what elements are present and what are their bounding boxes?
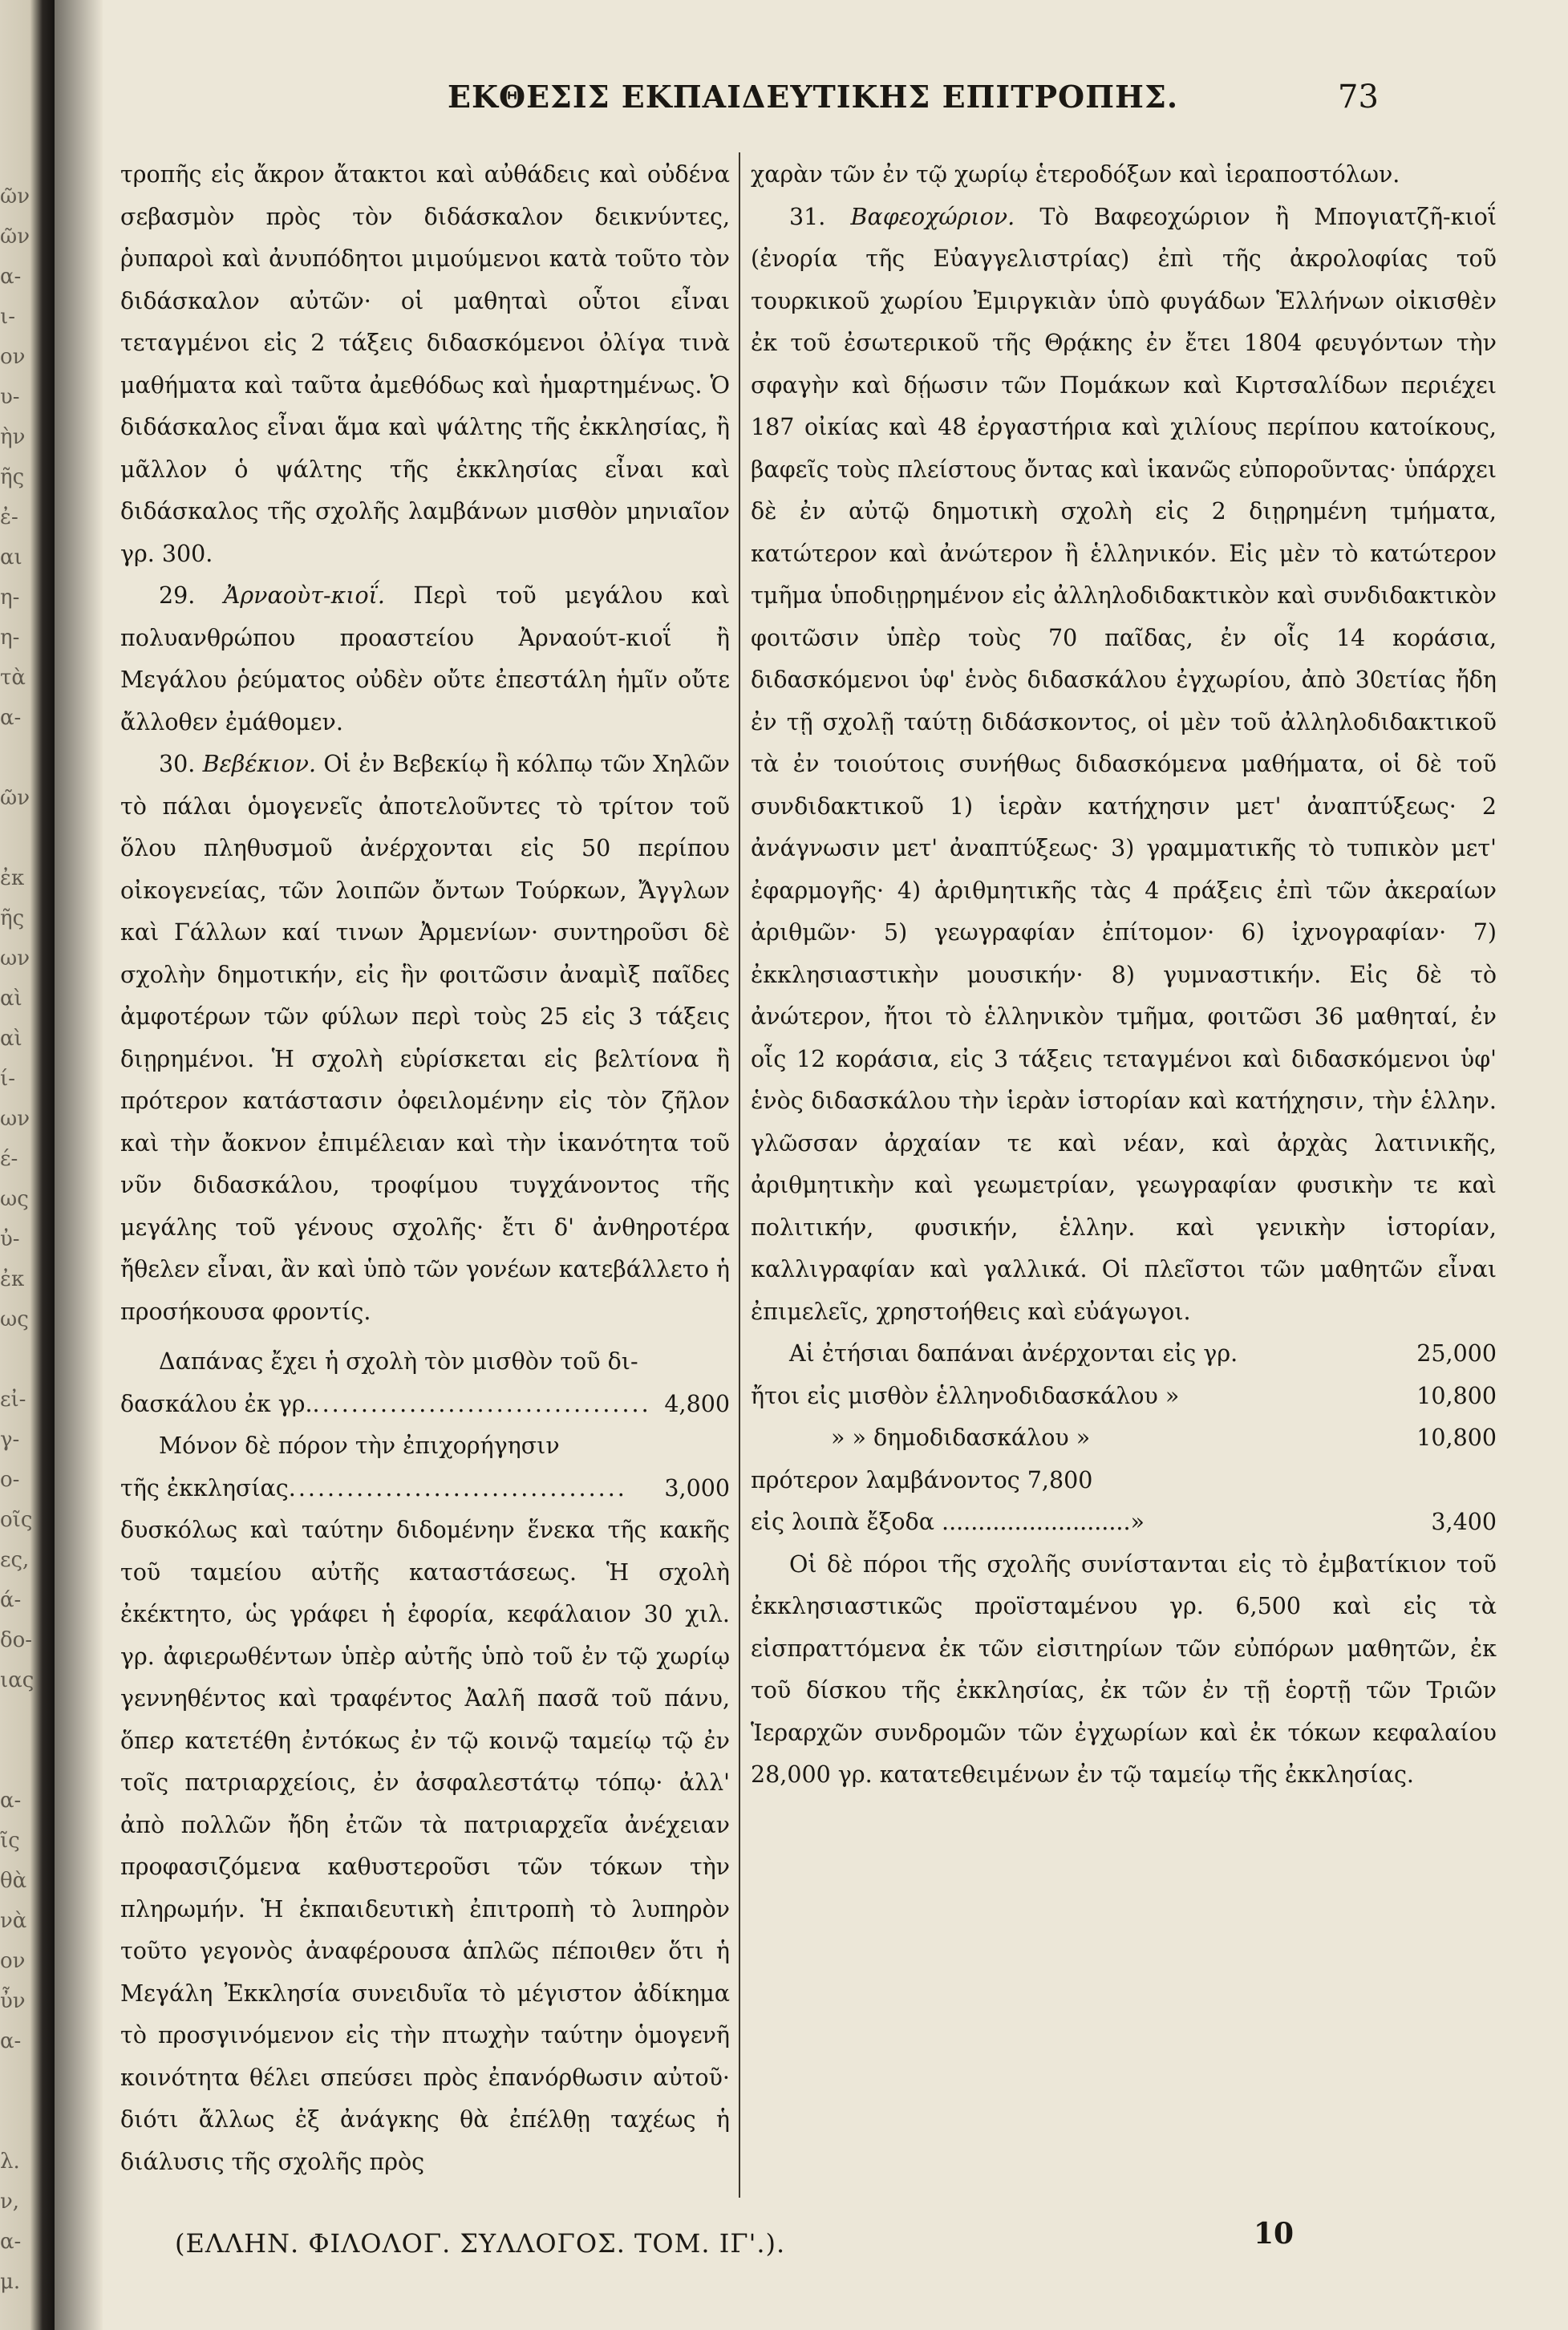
expense-line-label: Δαπάνας ἔχει ἡ σχολὴ τὸν μισθὸν τοῦ δι-: [159, 1348, 638, 1375]
running-header: ΕΚΘΕΣΙΣ ΕΚΠΑΙΔΕΥΤΙΚΗΣ ΕΠΙΤΡΟΠΗΣ.: [448, 79, 1179, 115]
income-label: τῆς ἐκκλησίας: [120, 1474, 289, 1501]
paragraph: δυσκόλως καὶ ταύτην διδομένην ἕνεκα τῆς κακῆς τοῦ ταμείου αὐτῆς καταστάσεως. Ἡ σχολὴ ἐκέκτητο, ὡς γράφει ἡ ἐφορία, κεφάλαιον 30 χιλ. γρ. ἀφιερωθέντων ὑπὲρ αὐτῆς ὑπὸ τοῦ ἐν τῷ χωρίῳ γεννηθέντος καὶ τραφέντος Ἀαλῆ πασᾶ τοῦ πάνυ, ὅπερ κατετέθη ἐντόκως ἐν τῷ κοινῷ ταμείῳ τῷ ἐν τοῖς πατριαρχείοις, ἐν ἀσφαλεστάτῳ τόπῳ· ἀλλ' ἀπὸ πολλῶν ἤδη ἐτῶν τὰ πατριαρχεῖα ἀνέχειαν προφασιζόμενα καθυστεροῦσι τῶν τόκων τὴν πληρωμήν. Ἡ ἐκπαιδευτικὴ ἐπιτροπὴ τὸ λυπηρὸν τοῦτο γεγονὸς ἀναφέρουσα ἁπλῶς πέποιθεν ὅτι ἡ Μεγάλη Ἐκκλησία συνειδυῖα τὸ μέγιστον ἀδίκημα τὸ προσγινόμενον εἰς τὴν πτωχὴν ταύτην ὁμογενῆ κοινότητα θέλει σπεύσει πρὸς ἐπανόρθωσιν αὐτοῦ· διότι ἄλλως ἐξ ἀνάγκης θὰ ἐπέλθῃ ταχέως ἡ διάλυσις τῆς σχολῆς πρὸς: [120, 1517, 730, 2175]
column-divider: [739, 152, 740, 2198]
section-number: 29.: [159, 582, 196, 609]
spine-shadow: [55, 0, 103, 2330]
expense-label: εἰς λοιπὰ ἔξοδα ..........................»: [751, 1509, 1145, 1535]
expense-label: ἤτοι εἰς μισθὸν ἑλληνοδιδασκάλου »: [751, 1382, 1180, 1409]
signature-mark: 10: [1254, 2217, 1295, 2251]
expense-row: [751, 1460, 1497, 1502]
paragraph: Οἱ δὲ πόροι τῆς σχολῆς συνίστανται εἰς τὸ ἐμβατίκιον τοῦ ἐκκλησιαστικῶς προϊσταμένου γρ. 6,500 καὶ εἰς τὰ εἰσπραττόμενα ἐκ τῶν εἰσιτηρίων τῶν εὐπόρων μαθητῶν, ἐκ τοῦ δίσκου τῆς ἐκκλησίας, ἐκ τῶν ἐν τῇ ἑορτῇ τῶν Τριῶν Ἱεραρχῶν συνδρομῶν τῶν ἐγχωρίων καὶ ἐκ τόκων κεφαλαίου 28,000 γρ. κατατεθειμένων ἐν τῷ ταμείῳ τῆς ἐκκλησίας.: [751, 1550, 1497, 1788]
section-title: Βαφεοχώριον.: [850, 203, 1015, 230]
section-title: Ἀρναοὺτ-κιοΐ.: [223, 582, 385, 609]
expense-amount: 25,000: [1416, 1340, 1497, 1367]
expense-label: δασκάλου ἐκ γρ.: [120, 1390, 313, 1417]
leader-dots: ...................................: [288, 1474, 627, 1501]
expense-row: [751, 1501, 1497, 1544]
expense-label: Αἱ ἐτήσιαι δαπάναι ἀνέρχονται εἰς γρ.: [789, 1340, 1238, 1367]
income-line: [120, 1468, 730, 1510]
facing-page-bleed: ῶν ῶν α- ι- ον υ- ὴν ῆς ἐ- αι η- η- τὰ α- ῶν ἐκ ῆς ων αὶ αὶ ί- ων έ- ως ὐ- ἐκ ως εἰ- γ- ο- οῖς ες, ά- δο- ιας α- ῖς θὰ νὰ ον ὖν α- λ. ν, α- μ.: [0, 184, 34, 2294]
section-text: Οἱ ἐν Βεβεκίῳ ἢ κόλπῳ τῶν Χηλῶν τὸ πάλαι ὁμογενεῖς ἀποτελοῦντες τὸ τρίτον τοῦ ὅλου πληθυσμοῦ ἀνέρχονται εἰς 50 περίπου οἰκογενείας, τῶν λοιπῶν ὄντων Τούρκων, Ἄγγλων καὶ Γάλλων καί τινων Ἀρμενίων· συντηροῦσι δὲ σχολὴν δημοτικήν, εἰς ἣν φοιτῶσιν ἀναμὶξ παῖδες ἀμφοτέρων τῶν φύλων περὶ τοὺς 25 εἰς 3 τάξεις διῃρημένοι. Ἡ σχολὴ εὑρίσκεται εἰς βελτίονα ἢ πρότερον κατάστασιν ὀφειλομένην εἰς τὸν ζῆλον καὶ τὴν ἄοκνον ἐπιμέλειαν καὶ τὴν ἱκανότητα τοῦ νῦν διδασκάλου, τροφίμου τυγχάνοντος τῆς μεγάλης τοῦ γένους σχολῆς· ἔτι δ' ἀνθηροτέρα ἤθελεν εἶναι, ἂν καὶ ὑπὸ τῶν γονέων κατεβάλλετο ἡ προσήκουσα φροντίς.: [120, 751, 730, 1325]
income-line-label: Μόνον δὲ πόρον τὴν ἐπιχορήγησιν: [159, 1432, 560, 1459]
expense-amount: 10,800: [1416, 1382, 1497, 1409]
section-29: [120, 575, 730, 744]
paragraph: χαρὰν τῶν ἐν τῷ χωρίῳ ἑτεροδόξων καὶ ἱεραποστόλων.: [751, 161, 1400, 188]
expense-amount: 10,800: [1416, 1424, 1497, 1451]
expense-row: [751, 1376, 1497, 1418]
expense-line: [120, 1384, 730, 1426]
footer-note: (ΕΛΛΗΝ. ΦΙΛΟΛΟΓ. ΣΥΛΛΟΓΟΣ. ΤΟΜ. ΙΓ'.).: [175, 2228, 786, 2259]
paragraph: τροπῆς εἰς ἄκρον ἄτακτοι καὶ αὐθάδεις καὶ οὐδένα σεβασμὸν πρὸς τὸν διδάσκαλον δεικνύντες, ῥυπαροὶ καὶ ἀνυπόδητοι μιμούμενοι κατὰ τοῦτο τὸν διδάσκαλον αὐτῶν· οἱ μαθηταὶ οὗτοι εἶναι τεταγμένοι εἰς 2 τάξεις διδασκόμενοι ὀλίγα τινὰ μαθήματα καὶ ταῦτα ἀμεθόδως καὶ ἡμαρτημένως. Ὁ διδάσκαλος εἶναι ἅμα καὶ ψάλτης τῆς ἐκκλησίας, ἢ μᾶλλον ὁ ψάλτης τῆς ἐκκλησίας εἶναι καὶ διδάσκαλος τῆς σχολῆς λαμβάνων μισθὸν μηνιαῖον γρ. 300.: [120, 161, 730, 567]
section-number: 31.: [789, 203, 826, 230]
section-title: Βεβέκιον.: [202, 751, 317, 777]
section-text: Περὶ τοῦ μεγάλου καὶ πολυανθρώπου προαστείου Ἀρναούτ-κιοΐ ἢ Μεγάλου ῥεύματος οὐδὲν οὔτε ἐπεστάλη ἡμῖν οὔτε ἄλλοθεν ἐμάθομεν.: [120, 582, 731, 735]
income-amount: 3,000: [664, 1474, 730, 1501]
section-30: [120, 744, 730, 1333]
section-number: 30.: [159, 751, 196, 777]
expense-amount: 4,800: [664, 1390, 730, 1417]
page-number: 73: [1338, 79, 1379, 115]
section-text: Τὸ Βαφεοχώριον ἢ Μπογιατζῆ-κιοΐ (ἐνορία τῆς Εὐαγγελιστρίας) ἐπὶ τῆς ἀκρολοφίας τοῦ τουρκικοῦ χωρίου Ἐμιργκιὰν ὑπὸ φυγάδων Ἑλλήνων οἰκισθὲν ἐκ τοῦ ἐσωτερικοῦ τῆς Θρᾴκης ἐν ἔτει 1804 φευγόντων τὴν σφαγὴν καὶ δῄωσιν τῶν Πομάκων καὶ Κιρτσαλίδων περιέχει 187 οἰκίας καὶ 48 ἐργαστήρια καὶ χιλίους περίπου κατοίκους, βαφεῖς τοὺς πλείστους ὄντας καὶ ἱκανῶς εὐποροῦντας· ὑπάρχει δὲ ἐν αὐτῷ δημοτικὴ σχολὴ εἰς 2 διῃρημένη τμήματα, κατώτερον καὶ ἀνώτερον ἢ ἑλληνικόν. Εἰς μὲν τὸ κατώτερον τμῆμα ὑποδιῃρημένον εἰς ἀλληλοδιδακτικὸν καὶ συνδιδακτικὸν φοιτῶσιν ὑπὲρ τοὺς 70 παῖδας, ἐν οἷς 14 κοράσια, διδασκόμενοι ὑφ' ἑνὸς διδασκάλου ἐγχωρίου, ἀπὸ 30ετίας ἤδη ἐν τῇ σχολῇ ταύτῃ διδάσκοντος, οἱ μὲν τοῦ ἀλληλοδιδακτικοῦ τὰ ἐν τοιούτοις συνήθως διδασκόμενα μαθήματα, οἱ δὲ τοῦ συνδιδακτικοῦ 1) ἱερὰν κατήχησιν μετ' ἀναπτύξεως· 2 ἀνάγνωσιν μετ' ἀναπτύξεως· 3) γραμματικῆς τὸ τυπικὸν μετ' ἐφαρμογῆς· 4) ἀριθμητικῆς τὰς 4 πράξεις ἐπὶ τῶν ἀκεραίων ἀριθμῶν· 5) γεωγραφίαν ἐπίτομον· 6) ἰχνογραφίαν· 7) ἐκκλησιαστικὴν μουσικήν· 8) γυμναστικήν. Εἰς δὲ τὸ ἀνώτερον, ἤτοι τὸ ἑλληνικὸν τμῆμα, φοιτῶσι 36 μαθηταί, ἐν οἷς 12 κοράσια, εἰς 3 τάξεις τεταγμένοι καὶ διδασκόμενοι ὑφ' ἑνὸς διδασκάλου τὴν ἱερὰν ἱστορίαν καὶ κατήχησιν, τὴν ἑλλην. γλῶσσαν ἀρχαίαν τε καὶ νέαν, καὶ ἀρχὰς λατινικῆς, ἀριθμητικὴν καὶ γεωμετρίαν, γεωγραφίαν φυσικὴν τε καὶ πολιτικήν, φυσικήν, ἑλλην. καὶ γενικὴν ἱστορίαν, καλλιγραφίαν καὶ γαλλικά. Οἱ πλεῖστοι τῶν μαθητῶν εἶναι ἐπιμελεῖς, χρηστοήθεις καὶ εὐάγωγοι.: [751, 203, 1497, 1325]
expense-label: » » δημοδιδασκάλου »: [831, 1424, 1091, 1451]
right-column: [751, 154, 1497, 1797]
expense-row: [751, 1417, 1497, 1460]
section-31: [751, 197, 1497, 1334]
document-page: [103, 0, 1568, 2330]
expense-amount: 3,400: [1431, 1509, 1497, 1535]
expense-row: [751, 1333, 1497, 1376]
left-column: [120, 154, 730, 2183]
leader-dots: ...................................: [312, 1390, 651, 1417]
expense-label: πρότερον λαμβάνοντος 7,800: [751, 1466, 1093, 1493]
